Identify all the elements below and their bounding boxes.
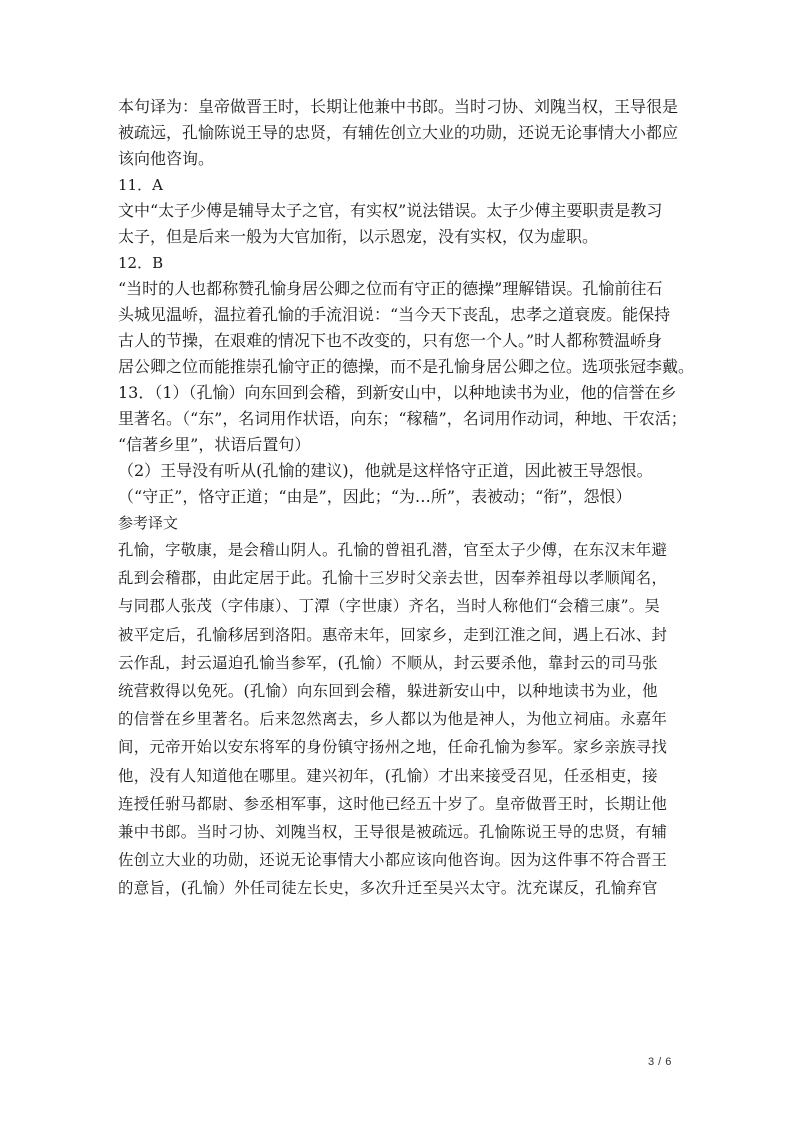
text-line: “当时的人也都称赞孔愉身居公卿之位而有守正的德操”理解错误。孔愉前往石	[118, 279, 663, 298]
translation-line: 云作乱，封云逼迫孔愉当参军，(孔愉）不顺从，封云要杀他，靠封云的司马张	[118, 653, 658, 672]
page-number: 3 / 6	[648, 1056, 672, 1068]
text-line: 太子，但是后来一般为大官加衔，以示恩宠，没有实权，仅为虚职。	[118, 227, 599, 246]
translation-line: 被平定后，孔愉移居到洛阳。惠帝末年，回家乡，走到江淮之间，遇上石冰、封	[118, 625, 668, 644]
translation-line: 与同郡人张茂（字伟康）、丁潭（字世康）齐名，当时人称他们“会稽三康”。吴	[118, 597, 661, 616]
text-line: 居公卿之位而能推崇孔愉守正的德操，而不是孔愉身居公卿之位。选项张冠李戴。	[118, 357, 695, 376]
question-number-13: 13．（1）（孔愉）向东回到会稽，到新安山中，以种地读书为业，他的信誉在乡	[118, 383, 677, 402]
page-content	[118, 94, 695, 902]
text-line: 里著名。（“东”，名词用作状语，向东；“稼穑”，名词用作动词，种地、干农活；	[118, 409, 687, 428]
translation-line: 间，元帝开始以安东将军的身份镇守扬州之地，任命孔愉为参军。家乡亲族寻找	[118, 738, 668, 757]
translation-line: 统营救得以免死。(孔愉）向东回到会稽，躲进新安山中，以种地读书为业，他	[118, 681, 658, 700]
text-line: 文中“太子少傅是辅导太子之官，有实权”说法错误。太子少傅主要职责是教习	[118, 201, 663, 220]
question-number-11: 11．A	[118, 176, 163, 194]
text-line: （“守正”，恪守正道；“由是”，因此；“为…所”，表被动；“衔”，怨恨）	[118, 487, 632, 506]
text-line: 头城见温峤，温拉着孔愉的手流泪说：“当今天下丧乱，忠孝之道衰废。能保持	[118, 305, 671, 324]
translation-line: 连授任驸马都尉、参丞相军事，这时他已经五十岁了。皇帝做晋王时，长期让他	[118, 794, 668, 813]
translation-line: 他，没有人知道他在哪里。建兴初年，(孔愉）才出来接受召见，任丞相吏，接	[118, 766, 658, 785]
text-line: 古人的节操，在艰难的情况下也不改变的，只有您一个人。”时人都称赞温峤身	[118, 331, 663, 350]
translation-line: 的信誉在乡里著名。后来忽然离去，乡人都以为他是神人，为他立祠庙。永嘉年	[118, 710, 668, 729]
translation-line: 乱到会稽郡，由此定居于此。孔愉十三岁时父亲去世，因奉养祖母以孝顺闻名，	[118, 569, 668, 588]
text-line: （2）王导没有听从(孔愉的建议)，他就是这样恪守正道，因此被王导怨恨。	[118, 461, 653, 480]
answer-section	[118, 94, 695, 536]
text-line: 本句译为：皇帝做晋王时，长期让他兼中书郎。当时刁协、刘隗当权，王导很是	[118, 97, 679, 116]
translation-section	[118, 536, 678, 902]
reference-translation-heading: 参考译文	[118, 514, 179, 532]
translation-line: 佐创立大业的功勋，还说无论事情大小都应该向他咨询。因为这件事不符合晋王	[118, 851, 668, 870]
text-line: “信著乡里”，状语后置句）	[118, 435, 311, 454]
translation-line: 孔愉，字敬康，是会稽山阴人。孔愉的曾祖孔潜，官至太子少傅，在东汉末年避	[118, 541, 668, 559]
question-number-12: 12．B	[118, 254, 164, 272]
text-line: 该向他咨询。	[118, 149, 215, 168]
translation-line: 兼中书郎。当时刁协、刘隗当权，王导很是被疏远。孔愉陈说王导的忠贤，有辅	[118, 822, 668, 841]
text-line: 被疏远，孔愉陈说王导的忠贤，有辅佐创立大业的功勋，还说无论事情大小都应	[118, 123, 679, 142]
translation-line: 的意旨，(孔愉）外任司徒左长史，多次升迁至吴兴太守。沈充谋反，孔愉弃官	[118, 879, 658, 898]
